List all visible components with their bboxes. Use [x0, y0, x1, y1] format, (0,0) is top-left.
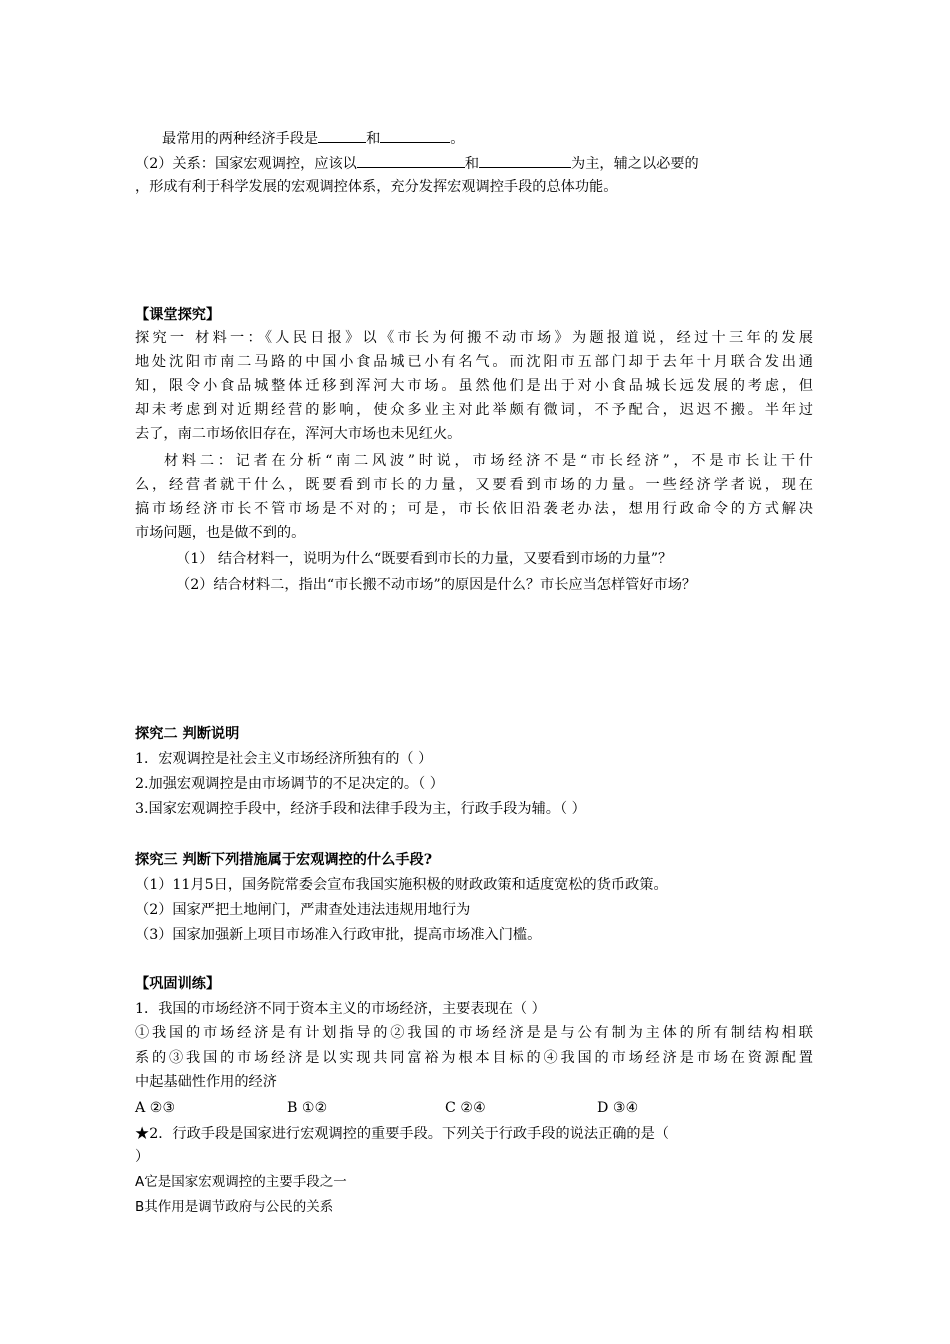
- question-2-stem: ★2．行政手段是国家进行宏观调控的重要手段。下列关于行政手段的说法正确的是（: [135, 1126, 669, 1142]
- relation-sentence-cont: ，形成有利于科学发展的宏观调控体系，充分发挥宏观调控手段的总体功能。: [135, 179, 618, 195]
- sentence-text: 。: [450, 131, 465, 147]
- option-c[interactable]: C ②④: [445, 1100, 486, 1116]
- sentence-text: 和: [464, 156, 480, 172]
- sentence-text: 为主，辅之以必要的: [571, 156, 699, 172]
- economic-means-sentence: [162, 127, 464, 149]
- material-one-line: 探究一 材料一：《人民日报》以《市长为何搬不动市场》为题报道说，经过十三年的发展: [135, 330, 813, 346]
- exploration-two-heading: 探究二 判断说明: [135, 726, 240, 742]
- answer-blank[interactable]: [380, 127, 450, 143]
- option-b[interactable]: B ①②: [287, 1100, 328, 1116]
- question-1-body: ①我国的市场经济是有计划指导的②我国的市场经济是是与公有制为主体的所有制结构相联: [135, 1025, 813, 1041]
- material-one-line: 地处沈阳市南二马路的中国小食品城已小有名气。而沈阳市五部门却于去年十月联合发出通: [135, 354, 813, 370]
- question-1-stem: 1．我国的市场经济不同于资本主义的市场经济，主要表现在（ ）: [135, 1001, 546, 1017]
- measure-item: （2）国家严把土地闸门，严肃查处违法违规用地行为: [135, 902, 471, 918]
- option-a[interactable]: A ②③: [135, 1100, 176, 1116]
- material-two-line: 么，经营者就干什么，既要看到市长的力量，又要看到市场的力量。一些经济学者说，现在: [135, 477, 813, 493]
- exploration-three-heading: 探究三 判断下列措施属于宏观调控的什么手段?: [135, 852, 433, 868]
- material-one-line: 去了，南二市场依旧存在，浑河大市场也未见红火。: [135, 426, 462, 442]
- material-two-line: 搞市场经济市长不管市场是不对的；可是，市长依旧沿袭老办法，想用行政命令的方式解决: [135, 501, 813, 517]
- question-1-body: 系的③我国的市场经济是以实现共同富裕为根本目标的④我国的市场经济是市场在资源配置: [135, 1050, 813, 1066]
- option-b[interactable]: B其作用是调节政府与公民的关系: [135, 1199, 334, 1215]
- question-1-body: 中起基础性作用的经济: [135, 1074, 277, 1090]
- judgment-item: 1．宏观调控是社会主义市场经济所独有的（ ）: [135, 751, 433, 767]
- sentence-text: 和: [366, 131, 381, 147]
- question-1: （1） 结合材料一，说明为什么“既要看到市长的力量，又要看到市场的力量”？: [176, 551, 673, 567]
- relation-sentence: [135, 152, 699, 174]
- sentence-text: （2）关系：国家宏观调控，应该以: [135, 156, 357, 172]
- question-2: （2）结合材料二，指出“市长搬不动市场”的原因是什么？市长应当怎样管好市场？: [176, 577, 697, 593]
- section-heading-explore: 【课堂探究】: [135, 307, 221, 323]
- answer-blank[interactable]: [479, 152, 571, 168]
- question-2-paren: ）: [135, 1149, 150, 1165]
- answer-blank[interactable]: [357, 152, 465, 168]
- material-one-line: 知，限令小食品城整体迁移到浑河大市场。虽然他们是出于对小食品城长远发展的考虑，但: [135, 378, 813, 394]
- section-heading-practice: 【巩固训练】: [135, 976, 221, 992]
- material-one-line: 却未考虑到对近期经营的影响，使众多业主对此举颇有微词，不予配合，迟迟不搬。半年过: [135, 402, 813, 418]
- measure-item: （3）国家加强新上项目市场准入行政审批，提高市场准入门槛。: [135, 927, 542, 943]
- option-a[interactable]: A它是国家宏观调控的主要手段之一: [135, 1174, 347, 1190]
- option-d[interactable]: D ③④: [597, 1100, 639, 1116]
- judgment-item: 2.加强宏观调控是由市场调节的不足决定的。（ ）: [135, 776, 444, 792]
- material-two-line: 市场问题，也是做不到的。: [135, 525, 306, 541]
- material-two-line: 材料二：记者在分析“南二风波”时说，市场经济不是“市长经济”，不是市长让干什: [164, 453, 813, 469]
- judgment-item: 3.国家宏观调控手段中，经济手段和法律手段为主，行政手段为辅。（ ）: [135, 801, 586, 817]
- sentence-text: 最常用的两种经济手段是: [162, 131, 319, 147]
- answer-blank[interactable]: [318, 127, 366, 143]
- measure-item: （1）11月5日，国务院常委会宣布我国实施积极的财政政策和适度宽松的货币政策。: [135, 877, 668, 893]
